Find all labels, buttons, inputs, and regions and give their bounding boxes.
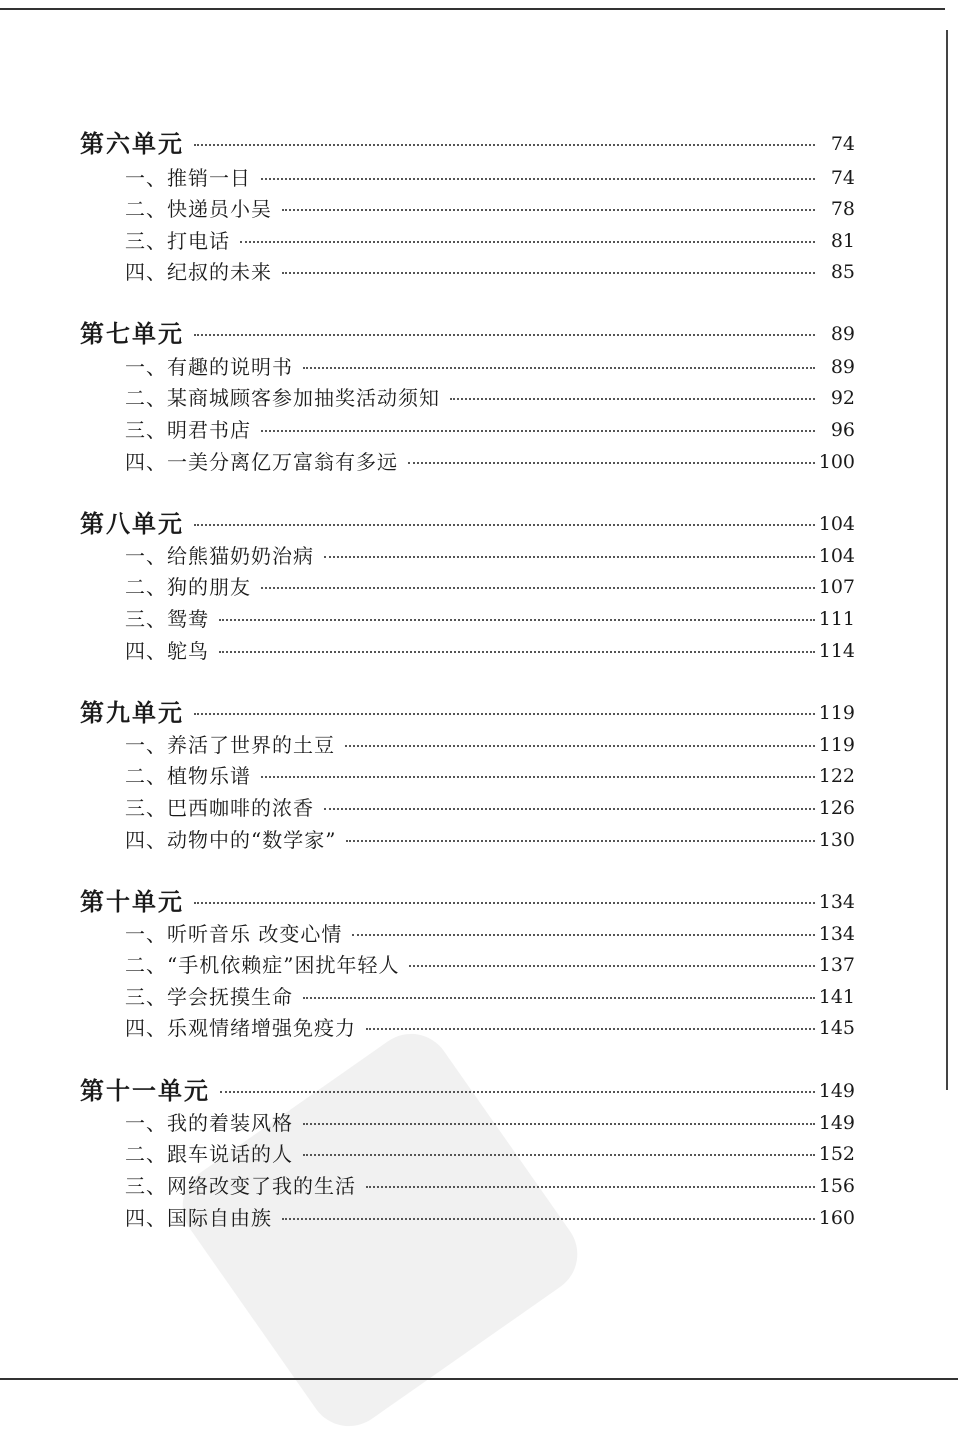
toc-entry[interactable] [0,603,960,635]
toc-entry[interactable] [0,1138,960,1170]
leader-dots [282,272,815,274]
toc-entry[interactable] [0,193,960,225]
page-number: 145 [818,1017,855,1039]
page-number: 119 [818,734,855,756]
leader-dots [345,745,815,747]
toc-entry[interactable] [0,256,960,288]
toc-entry[interactable] [0,635,960,667]
leader-dots [346,840,815,842]
entry-title: 一、给熊猫奶奶治病 [125,544,314,568]
page-top-rule [0,8,945,10]
unit-title: 第六单元 [80,129,184,158]
leader-dots [303,1123,815,1125]
page-number: 160 [818,1207,855,1229]
leader-dots [240,241,815,243]
entry-title: 三、学会抚摸生命 [125,985,293,1009]
unit-heading-row[interactable] [0,697,960,729]
page-number: 104 [818,545,855,567]
toc-entry[interactable] [0,981,960,1013]
entry-title: 四、乐观情绪增强免疫力 [125,1016,356,1040]
leader-dots [194,144,815,146]
entry-title: 二、“手机依赖症”困扰年轻人 [125,953,400,977]
leader-dots [261,430,815,432]
page-number: 122 [818,765,855,787]
page-number: 92 [830,387,855,409]
page-number: 134 [818,923,855,945]
toc-entry[interactable] [0,382,960,414]
page-bottom-rule [0,1378,958,1380]
leader-dots [219,619,815,621]
toc-entry[interactable] [0,1012,960,1044]
leader-dots [409,965,815,967]
entry-title: 四、动物中的“数学家” [125,828,337,852]
leader-dots [194,902,815,904]
page-number: 149 [818,1112,855,1134]
entry-title: 四、纪叔的未来 [125,260,272,284]
toc-entry[interactable] [0,1202,960,1234]
page-number: 85 [830,261,855,283]
unit-title: 第八单元 [80,509,184,538]
entry-title: 一、养活了世界的土豆 [125,733,335,757]
page-number: 100 [818,451,855,473]
toc-entry[interactable] [0,824,960,856]
entry-title: 三、鸳鸯 [125,607,209,631]
toc-entry[interactable] [0,225,960,257]
page-number: 89 [830,323,855,345]
leader-dots [220,1091,815,1093]
leader-dots [194,713,815,715]
leader-dots [282,209,815,211]
entry-title: 三、明君书店 [125,418,251,442]
page-number: 74 [830,133,855,155]
leader-dots [261,178,815,180]
leader-dots [366,1186,815,1188]
toc-entry[interactable] [0,1170,960,1202]
unit-heading-row[interactable] [0,318,960,350]
leader-dots [194,334,815,336]
page-number: 114 [818,640,855,662]
page-number: 81 [830,230,855,252]
page-number: 126 [818,797,855,819]
unit-title: 第七单元 [80,319,184,348]
entry-title: 二、快递员小吴 [125,197,272,221]
page-number: 74 [830,167,855,189]
entry-title: 四、一美分离亿万富翁有多远 [125,450,398,474]
unit-heading-row[interactable] [0,886,960,918]
toc-entry[interactable] [0,162,960,194]
entry-title: 一、我的着装风格 [125,1111,293,1135]
toc-entry[interactable] [0,446,960,478]
toc-entry[interactable] [0,540,960,572]
entry-title: 三、网络改变了我的生活 [125,1174,356,1198]
toc-entry[interactable] [0,792,960,824]
page-number: 104 [818,513,855,535]
leader-dots [450,398,815,400]
page-number: 78 [830,198,855,220]
toc-entry[interactable] [0,414,960,446]
unit-heading-row[interactable] [0,508,960,540]
page-number: 134 [818,891,855,913]
page-number: 130 [818,829,855,851]
unit-heading-row[interactable] [0,128,960,160]
unit-title: 第十单元 [80,887,184,916]
entry-title: 二、植物乐谱 [125,764,251,788]
leader-dots [261,587,815,589]
toc-entry[interactable] [0,1107,960,1139]
toc-entry[interactable] [0,571,960,603]
unit-heading-row[interactable] [0,1075,960,1107]
entry-title: 一、听听音乐 改变心情 [125,922,343,946]
unit-title: 第十一单元 [80,1076,210,1105]
entry-title: 一、有趣的说明书 [125,355,293,379]
leader-dots [303,367,815,369]
unit-title: 第九单元 [80,698,184,727]
leader-dots [282,1218,815,1220]
page-number: 141 [818,986,855,1008]
page-number: 89 [830,356,855,378]
entry-title: 二、跟车说话的人 [125,1142,293,1166]
toc-entry[interactable] [0,760,960,792]
entry-title: 二、狗的朋友 [125,575,251,599]
leader-dots [324,556,815,558]
toc-entry[interactable] [0,949,960,981]
page-number: 111 [818,608,855,630]
page-number: 107 [818,576,855,598]
toc-entry[interactable] [0,351,960,383]
page-number: 96 [830,419,855,441]
leader-dots [194,524,815,526]
entry-title: 一、推销一日 [125,166,251,190]
toc-entry[interactable] [0,729,960,761]
page-number: 137 [818,954,855,976]
toc-entry[interactable] [0,918,960,950]
leader-dots [261,776,815,778]
leader-dots [324,808,815,810]
page-number: 152 [818,1143,855,1165]
leader-dots [366,1028,815,1030]
leader-dots [303,1154,815,1156]
entry-title: 四、国际自由族 [125,1206,272,1230]
entry-title: 二、某商城顾客参加抽奖活动须知 [125,386,440,410]
page-number: 149 [818,1080,855,1102]
leader-dots [408,462,815,464]
leader-dots [352,934,815,936]
page-number: 119 [818,702,855,724]
entry-title: 三、打电话 [125,229,230,253]
page-number: 156 [818,1175,855,1197]
leader-dots [303,997,815,999]
leader-dots [219,651,815,653]
entry-title: 四、鸵鸟 [125,639,209,663]
entry-title: 三、巴西咖啡的浓香 [125,796,314,820]
